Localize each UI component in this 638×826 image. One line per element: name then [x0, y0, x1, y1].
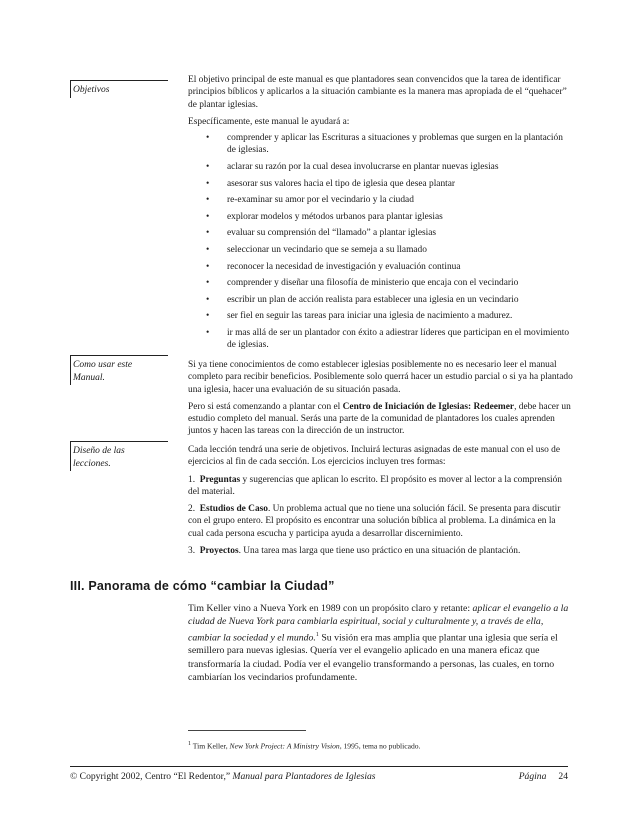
sidebar-objetivos-label: Objetivos — [73, 85, 110, 95]
objetivos-especificamente: Específicamente, este manual le ayudará a: — [188, 116, 350, 127]
bullet-icon: • — [206, 178, 210, 189]
list-item: • seleccionar un vecindario que se semeja a su llamado — [206, 245, 427, 256]
section-body — [188, 602, 573, 690]
list-item: • evaluar su comprensión del “llamado” a plantar iglesias — [206, 228, 437, 239]
footer-divider — [70, 766, 568, 767]
como-usar-section — [188, 359, 573, 443]
list-item: • reconocer la necesidad de investigación y evaluación continua — [206, 261, 461, 272]
list-item: • explorar modelos y métodos urbanos para plantar iglesias — [206, 211, 443, 222]
bullet-icon: • — [206, 133, 210, 144]
page-footer — [70, 771, 568, 782]
list-item: • comprender y diseñar una filosofía de ministerio que encaja con el vecindario — [206, 278, 519, 289]
bullet-icon: • — [206, 228, 210, 239]
list-item: • comprender y aplicar las Escrituras a situaciones y problemas que surgen en la plantación de iglesias. — [206, 133, 563, 156]
diseno-item-1: 1. Preguntas y sugerencias que aplican lo escrito. El propósito es mover al lector a la comprensión del material. — [188, 474, 562, 497]
sidebar-como-usar-line1: Como usar este — [73, 360, 133, 370]
sidebar-diseno — [70, 441, 168, 471]
footnote-ref: 1 — [315, 631, 319, 638]
sidebar-como-usar-line2: Manual. — [73, 373, 105, 383]
page-number: 24 — [558, 771, 568, 782]
bullet-icon: • — [206, 245, 210, 256]
como-usar-paragraph-2: Pero si está comenzando a plantar con el Centro de Iniciación de Iglesias: Redeemer, debe hacer un estudio completo del manual. Serás una parte de la comunidad de plantadores los cuales aprenden juntos y hacen las tareas con la dirección de un instructor. — [188, 401, 571, 437]
diseno-item-3: 3. Proyectos. Una tarea mas larga que tiene uso práctico en una situación de plantación. — [188, 546, 521, 557]
como-usar-paragraph-1: Si ya tiene conocimientos de como establecer iglesias posiblemente no es necesario leer el manual completo para recibir beneficios. Posiblemente solo querrá hacer un estudio parcial o si ya ha plantado una iglesia, hacer una evaluación de su situación pasada. — [188, 360, 573, 395]
objetivos-intro: El objetivo principal de este manual es que plantadores sean convencidos que la tarea de identificar principios bíblicos y aplicarlos a la situación cambiante es la manera mas apropiada de el “quehacer” de plantar iglesias. — [188, 75, 567, 110]
bullet-icon: • — [206, 261, 210, 272]
bullet-icon: • — [206, 328, 210, 339]
list-item: • ser fiel en seguir las tareas para iniciar una iglesia de nacimiento a madurez. — [206, 311, 513, 322]
section-paragraph: Tim Keller vino a Nueva York en 1989 con un propósito claro y retante: aplicar el evangelio a la ciudad de Nueva York para cambiarla espiritual, social y culturalmente y, a través de ella, cambiar la sociedad y el mundo.$^1$ Su visión era mas amplia que plantar una iglesia que sería el semillero para nuevas iglesias. Quería ver el evangelio aplicado en una manera eficaz que transformaría la ciudad. Podía ver el evangelio transformando a personas, las cuales, en torno cambiarían los vecindarios profundamente. — [188, 603, 569, 684]
footer-page: Página 24 — [518, 771, 568, 782]
footnote: $^1$ Tim Keller, New York Project: A Ministry Vision, 1995, tema no publicado. — [188, 741, 421, 751]
list-item: • ir mas allá de ser un plantador con éxito a adiestrar líderes que participan en el movimiento de iglesias. — [206, 328, 570, 351]
list-item: • aclarar su razón por la cual desea involucrarse en plantar nuevas iglesias — [206, 162, 499, 173]
list-item: • escribir un plan de acción realista para establecer una iglesia en un vecindario — [206, 294, 519, 305]
bullet-icon: • — [206, 195, 210, 206]
sidebar-como-usar — [70, 355, 168, 385]
footnote-divider — [188, 730, 306, 731]
bullet-icon: • — [206, 311, 210, 322]
sidebar-diseno-line1: Diseño de las — [73, 446, 125, 456]
diseno-section — [188, 444, 573, 562]
list-item: • re-examinar su amor por el vecindario y la ciudad — [206, 195, 414, 206]
footer-copyright: © Copyright 2002, Centro “El Redentor,” Manual para Plantadores de Iglesias — [70, 771, 376, 782]
bullet-icon: • — [206, 278, 210, 289]
bullet-icon: • — [206, 294, 210, 305]
sidebar-objetivos — [70, 80, 168, 98]
section-heading: III. Panorama de cómo “cambiar la Ciudad” — [70, 579, 335, 593]
diseno-intro: Cada lección tendrá una serie de objetivos. Incluirá lecturas asignadas de este manual con el uso de ejercicios al fin de cada sección. Los ejercicios incluyen tres formas: — [188, 445, 560, 468]
diseno-item-2: 2. Estudios de Caso. Un problema actual que no tiene una solución fácil. Se presenta para discutir con el grupo entero. El propósito es encontrar una solución bíblica al problema. La dinámica en la cual cada persona escucha y participa ayuda a desarrollar discernimiento. — [188, 504, 561, 539]
bullet-icon: • — [206, 211, 210, 222]
objetivos-section — [188, 74, 573, 356]
list-item: • asesorar sus valores hacia el tipo de iglesia que desea plantar — [206, 178, 456, 189]
bullet-icon: • — [206, 162, 210, 173]
sidebar-diseno-line2: lecciones. — [73, 459, 111, 469]
objetivos-list — [188, 132, 573, 351]
